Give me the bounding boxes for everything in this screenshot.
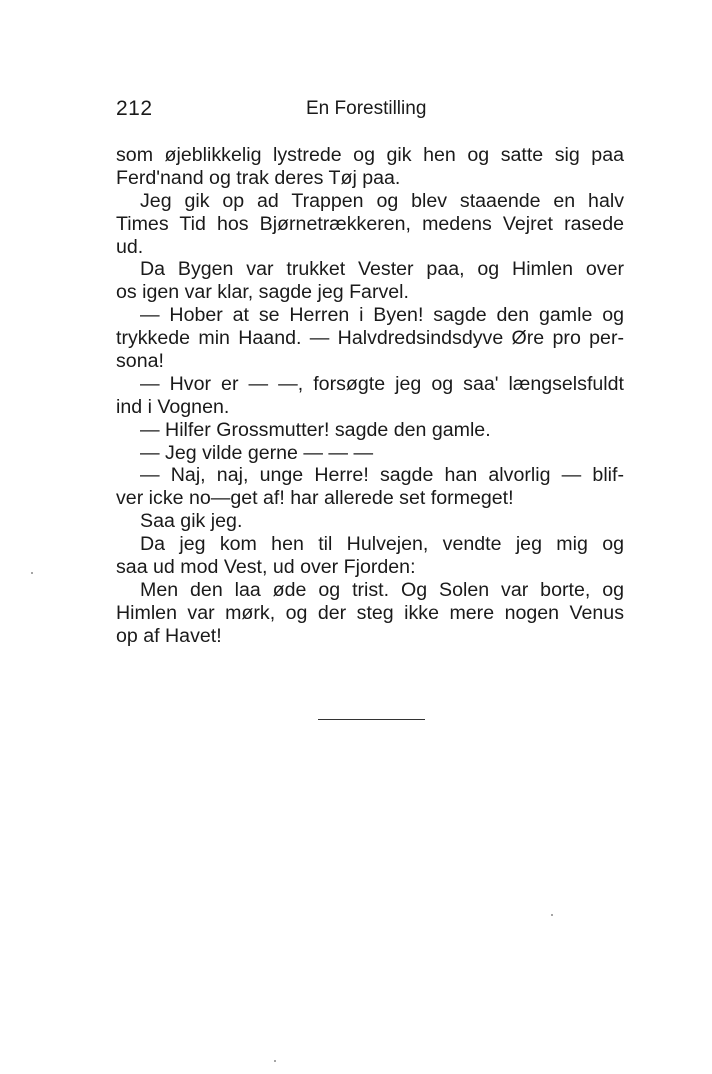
text-line: Saa gik jeg. bbox=[140, 510, 243, 533]
text-line: trykkede min Haand. — Halvdredsindsdyve Øre pro per- bbox=[116, 327, 624, 350]
text-line: Himlen var mørk, og der steg ikke mere nogen Venus bbox=[116, 601, 624, 624]
paper-speck bbox=[551, 914, 553, 916]
text-line: ud. bbox=[116, 235, 144, 258]
text-line: Times Tid hos Bjørnetrækkeren, medens Vejret rasede bbox=[116, 212, 624, 235]
text-line: — Naj, naj, unge Herre! sagde han alvorlig — blif- bbox=[140, 464, 624, 487]
text-line: — Hober at se Herren i Byen! sagde den gamle og bbox=[140, 304, 624, 327]
text-line: op af Havet! bbox=[116, 624, 222, 647]
text-line: sona! bbox=[116, 350, 164, 373]
text-line: os igen var klar, sagde jeg Farvel. bbox=[116, 281, 409, 304]
text-line: Da Bygen var trukket Vester paa, og Himlen over bbox=[140, 258, 624, 281]
text-line: — Hvor er — —, forsøgte jeg og saa' længselsfuldt bbox=[140, 372, 624, 395]
text-line: saa ud mod Vest, ud over Fjorden: bbox=[116, 556, 416, 579]
running-title: En Forestilling bbox=[306, 98, 427, 119]
text-line: Ferd'nand og trak deres Tøj paa. bbox=[116, 166, 401, 189]
text-line: — Hilfer Grossmutter! sagde den gamle. bbox=[140, 418, 491, 441]
paper-speck bbox=[31, 572, 33, 574]
text-line: ver icke no—get af! har allerede set formeget! bbox=[116, 487, 514, 510]
text-line: Jeg gik op ad Trappen og blev staaende en halv bbox=[140, 189, 624, 212]
text-line: ind i Vognen. bbox=[116, 395, 230, 418]
page-number: 212 bbox=[116, 97, 153, 120]
text-line: — Jeg vilde gerne — — — bbox=[140, 441, 374, 464]
end-rule bbox=[318, 719, 425, 720]
text-line: Men den laa øde og trist. Og Solen var borte, og bbox=[140, 578, 624, 601]
text-line: som øjeblikkelig lystrede og gik hen og satte sig paa bbox=[116, 144, 624, 166]
body-text bbox=[116, 144, 624, 648]
text-line: Da jeg kom hen til Hulvejen, vendte jeg mig og bbox=[140, 533, 624, 556]
paper-speck bbox=[274, 1060, 276, 1062]
